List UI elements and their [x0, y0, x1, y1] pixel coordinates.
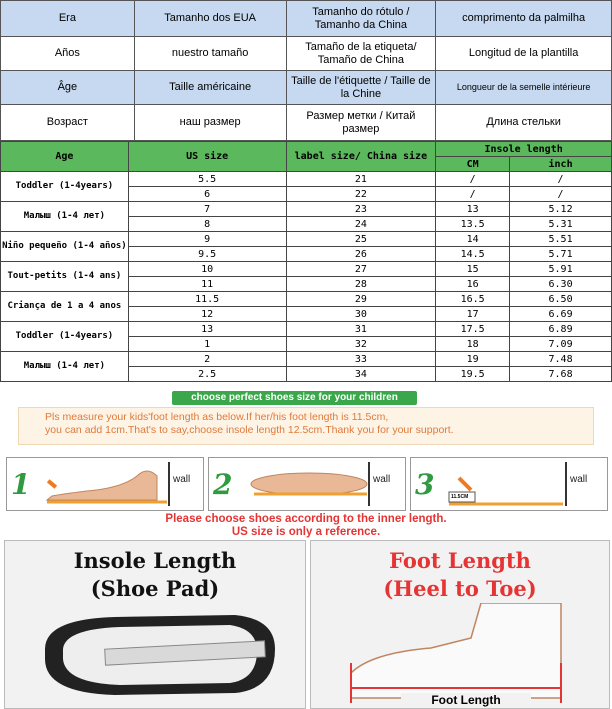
size-cell-us: 9: [128, 232, 286, 247]
col-label-header: label size/ China size: [286, 142, 436, 172]
header-cell: Era: [1, 1, 135, 37]
step-number: 3: [415, 468, 435, 501]
size-cell-cm: 14: [436, 232, 510, 247]
header-cell: Возраст: [1, 105, 135, 141]
size-cell-cn: 22: [286, 187, 436, 202]
step-number: 1: [11, 468, 31, 501]
size-cell-cm: 18: [436, 337, 510, 352]
header-table: [0, 0, 612, 141]
age-group-cell: Toddler (1-4years): [1, 322, 129, 352]
size-cell-inch: 5.91: [510, 262, 612, 277]
table-row: [1, 172, 612, 187]
size-cell-cn: 23: [286, 202, 436, 217]
wall-label: wall: [570, 474, 588, 485]
size-cell-cm: /: [436, 172, 510, 187]
header-cell: Longueur de la semelle intérieure: [436, 71, 612, 105]
size-cell-cm: 13.5: [436, 217, 510, 232]
size-cell-inch: 7.68: [510, 367, 612, 382]
size-cell-cn: 28: [286, 277, 436, 292]
size-cell-us: 10: [128, 262, 286, 277]
foot-title: Foot Length: [389, 548, 531, 573]
header-cell: наш размер: [134, 105, 286, 141]
age-group-cell: Toddler (1-4years): [1, 172, 129, 202]
insole-title: Insole Length: [73, 548, 237, 573]
note-line-2: you can add 1cm.That's to say,choose insole length 12.5cm.Thank you for your support.: [45, 424, 454, 436]
col-us-header: US size: [128, 142, 286, 172]
table-row: [1, 202, 612, 217]
guide-note: [18, 407, 594, 445]
size-cell-us: 5.5: [128, 172, 286, 187]
size-cell-cm: 15: [436, 262, 510, 277]
size-cell-cn: 33: [286, 352, 436, 367]
age-group-cell: Criança de 1 a 4 anos: [1, 292, 129, 322]
size-cell-inch: /: [510, 172, 612, 187]
size-cell-cn: 32: [286, 337, 436, 352]
insole-panel: [4, 540, 306, 709]
table-row: [1, 322, 612, 337]
size-table: [0, 141, 612, 382]
size-cell-inch: 5.12: [510, 202, 612, 217]
size-cell-us: 2: [128, 352, 286, 367]
size-cell-us: 6: [128, 187, 286, 202]
header-cell: Años: [1, 37, 135, 71]
size-cell-inch: 6.89: [510, 322, 612, 337]
wall-label: wall: [173, 474, 191, 485]
shoe-insole-icon: [5, 609, 307, 709]
size-cell-cn: 27: [286, 262, 436, 277]
table-row: [1, 292, 612, 307]
size-table-head: [1, 142, 612, 157]
size-cell-cn: 24: [286, 217, 436, 232]
col-age-header: Age: [1, 142, 129, 172]
size-cell-cm: 16.5: [436, 292, 510, 307]
foot-caption: Foot Length: [401, 693, 531, 707]
size-cell-us: 2.5: [128, 367, 286, 382]
size-cell-us: 1: [128, 337, 286, 352]
size-cell-us: 9.5: [128, 247, 286, 262]
size-table-body: [1, 172, 612, 382]
size-cell-inch: 7.09: [510, 337, 612, 352]
step-number: 2: [213, 468, 233, 501]
col-cm-header: CM: [436, 157, 510, 172]
insole-subtitle: (Shoe Pad): [90, 576, 220, 601]
warning-line-1: Please choose shoes according to the inner length.: [165, 513, 447, 525]
foot-outline-icon: [311, 603, 611, 703]
header-cell: Taille de l'étiquette / Taille de la Chine: [286, 71, 436, 105]
size-cell-cm: /: [436, 187, 510, 202]
header-row-pt: [1, 1, 612, 37]
measure-step-3: [410, 457, 608, 511]
size-cell-inch: 5.31: [510, 217, 612, 232]
size-cell-inch: 6.69: [510, 307, 612, 322]
col-insole-header: Insole length: [436, 142, 612, 157]
age-group-cell: Tout-petits (1-4 ans): [1, 262, 129, 292]
size-cell-cn: 30: [286, 307, 436, 322]
measure-step-1: [6, 457, 204, 511]
measure-readout: 11.5CM: [451, 494, 469, 500]
table-row: [1, 232, 612, 247]
warning-line-2: US size is only a reference.: [231, 526, 381, 538]
size-cell-cn: 31: [286, 322, 436, 337]
size-cell-cn: 29: [286, 292, 436, 307]
header-cell: Размер метки / Китай размер: [286, 105, 436, 141]
size-cell-us: 11: [128, 277, 286, 292]
size-cell-us: 11.5: [128, 292, 286, 307]
header-cell: Длина стельки: [436, 105, 612, 141]
size-cell-inch: 6.30: [510, 277, 612, 292]
guide-banner: choose perfect shoes size for your children: [172, 391, 417, 405]
size-cell-cn: 26: [286, 247, 436, 262]
size-cell-cm: 19.5: [436, 367, 510, 382]
size-cell-cm: 17.5: [436, 322, 510, 337]
measure-step-2: [208, 457, 406, 511]
size-cell-inch: 6.50: [510, 292, 612, 307]
size-cell-cm: 14.5: [436, 247, 510, 262]
size-cell-inch: 5.51: [510, 232, 612, 247]
size-cell-cm: 13: [436, 202, 510, 217]
table-row: [1, 262, 612, 277]
size-cell-cm: 19: [436, 352, 510, 367]
header-cell: Âge: [1, 71, 135, 105]
header-cell: Longitud de la plantilla: [436, 37, 612, 71]
size-cell-cn: 21: [286, 172, 436, 187]
size-cell-us: 7: [128, 202, 286, 217]
size-cell-cn: 34: [286, 367, 436, 382]
header-row-es: [1, 37, 612, 71]
header-cell: comprimento da palmilha: [436, 1, 612, 37]
size-cell-cn: 25: [286, 232, 436, 247]
header-cell: Tamanho dos EUA: [134, 1, 286, 37]
header-cell: nuestro tamaño: [134, 37, 286, 71]
age-group-cell: Малыш (1-4 лет): [1, 352, 129, 382]
header-cell: Tamanho do rótulo / Tamanho da China: [286, 1, 436, 37]
header-row-fr: [1, 71, 612, 105]
size-cell-us: 8: [128, 217, 286, 232]
wall-label: wall: [373, 474, 391, 485]
size-cell-us: 12: [128, 307, 286, 322]
note-line-1: Pls measure your kids'foot length as below.If her/his foot length is 11.5cm,: [45, 411, 389, 423]
size-cell-inch: 5.71: [510, 247, 612, 262]
age-group-cell: Niño pequeño (1-4 años): [1, 232, 129, 262]
table-row: [1, 352, 612, 367]
header-cell: Taille américaine: [134, 71, 286, 105]
size-cell-inch: /: [510, 187, 612, 202]
size-cell-us: 13: [128, 322, 286, 337]
size-cell-inch: 7.48: [510, 352, 612, 367]
size-cell-cm: 16: [436, 277, 510, 292]
header-cell: Tamaño de la etiqueta/ Tamaño de China: [286, 37, 436, 71]
header-row-ru: [1, 105, 612, 141]
foot-panel: [310, 540, 610, 709]
age-group-cell: Малыш (1-4 лет): [1, 202, 129, 232]
size-cell-cm: 17: [436, 307, 510, 322]
col-inch-header: inch: [510, 157, 612, 172]
foot-subtitle: (Heel to Toe): [383, 576, 537, 601]
